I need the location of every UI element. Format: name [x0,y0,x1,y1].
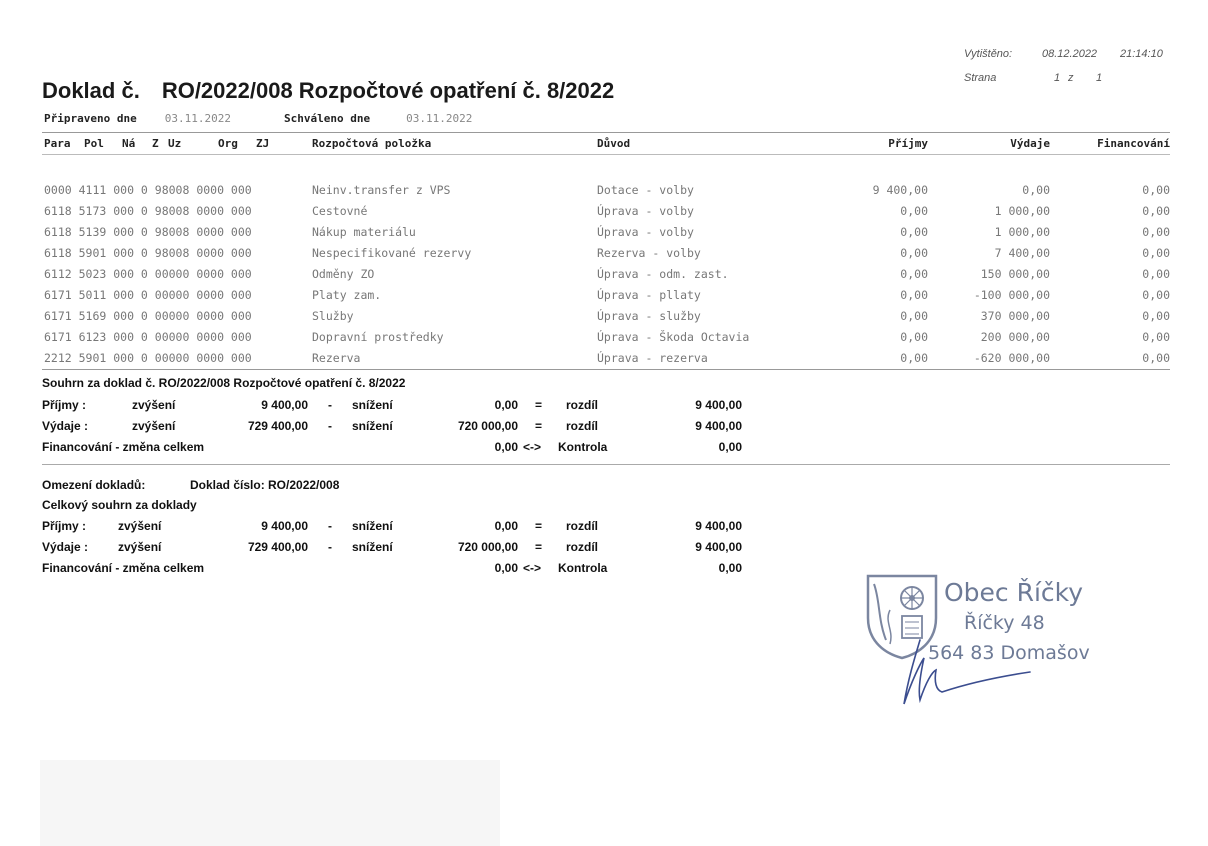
total-income-increase-label: zvýšení [118,519,162,533]
summary-income-label: Příjmy : [42,398,87,412]
row-income: 9 400,00 [872,183,928,197]
printed-date: 08.12.2022 [1042,48,1098,60]
row-reason: Úprava - rezerva [597,351,708,365]
summary-expense-decrease: 720 000,00 [457,419,518,433]
col-org: Org [218,137,238,150]
row-expense: 150 000,00 [980,267,1050,281]
summary-income-decrease: 0,00 [494,398,518,412]
summary-financing-label: Financování - změna celkem [42,440,205,454]
row-expense: 1 000,00 [994,225,1050,239]
summary-income-decrease-label: snížení [352,398,393,412]
total-expense-diff: 9 400,00 [695,540,742,554]
title-prefix: Doklad č. [42,78,140,103]
row-codes: 6112 5023 000 0 00000 0000 000 [44,267,252,281]
summary-income-diff: 9 400,00 [695,398,742,412]
total-income-label: Příjmy : [42,519,87,533]
total-income-decrease: 0,00 [494,519,518,533]
col-na: Ná [122,137,136,150]
row-financing: 0,00 [1142,330,1170,344]
printed-time: 21:14:10 [1120,48,1163,60]
header-rule-top [42,132,1170,133]
total-title: Celkový souhrn za doklady [42,498,197,512]
total-expense-decrease: 720 000,00 [457,540,518,554]
row-income: 0,00 [900,204,928,218]
printed-label: Vytištěno: [964,48,1013,60]
approved-date: 03.11.2022 [406,112,473,125]
scan-artifact [40,760,500,846]
total-expense-diff-label: rozdíl [566,540,598,554]
row-income: 0,00 [900,351,928,365]
row-expense: 7 400,00 [994,246,1050,260]
row-financing: 0,00 [1142,267,1170,281]
row-item: Odměny ZO [312,267,375,281]
page-total: 1 [1096,72,1103,84]
row-item: Nákup materiálu [312,225,416,239]
total-dash: - [328,519,332,533]
row-item: Dopravní prostředky [312,330,444,344]
col-expense: Výdaje [1010,137,1050,150]
title-text: RO/2022/008 Rozpočtové opatření č. 8/2022 [161,78,615,103]
row-financing: 0,00 [1142,204,1170,218]
total-eq: = [535,540,543,554]
total-dash: - [328,540,332,554]
row-expense: 370 000,00 [980,309,1050,323]
total-expense-label: Výdaje : [42,540,89,554]
total-expense-increase-label: zvýšení [118,540,162,554]
row-codes: 6118 5139 000 0 98008 0000 000 [44,225,252,239]
row-financing: 0,00 [1142,288,1170,302]
summary-dash: - [328,398,332,412]
row-reason: Úprava - odm. zast. [597,267,729,281]
row-codes: 6118 5173 000 0 98008 0000 000 [44,204,252,218]
stamp-name: Obec Říčky [944,578,1084,607]
row-expense: 1 000,00 [994,204,1050,218]
col-para: Para [44,137,71,150]
summary-expense-label: Výdaje : [42,419,89,433]
page-current: 1 [1054,72,1061,84]
summary-dash: - [328,419,332,433]
total-check-value: 0,00 [718,561,742,575]
col-pol: Pol [84,137,104,150]
stamp-address: Říčky 48 [964,612,1045,634]
prepared-date: 03.11.2022 [164,112,231,125]
row-reason: Úprava - volby [597,225,694,239]
row-codes: 6118 5901 000 0 98008 0000 000 [44,246,252,260]
summary-expense-diff-label: rozdíl [566,419,598,433]
col-reason: Důvod [597,137,631,150]
row-expense: 200 000,00 [980,330,1050,344]
summary-expense-diff: 9 400,00 [695,419,742,433]
approved-row [284,112,472,125]
col-item: Rozpočtová položka [312,137,432,150]
row-income: 0,00 [900,225,928,239]
page-of: z [1068,72,1074,84]
summary-arrow: <-> [523,440,542,454]
col-zj: ZJ [256,137,270,150]
col-financing: Financování [1097,137,1170,150]
total-check-label: Kontrola [558,561,608,575]
page-label: Strana [964,72,997,84]
row-codes: 6171 6123 000 0 00000 0000 000 [44,330,252,344]
row-income: 0,00 [900,267,928,281]
row-financing: 0,00 [1142,309,1170,323]
row-financing: 0,00 [1142,246,1170,260]
row-reason: Úprava - služby [597,309,701,323]
summary-income-diff-label: rozdíl [566,398,598,412]
prepared-label: Připraveno dne [44,112,137,125]
row-income: 0,00 [900,246,928,260]
row-financing: 0,00 [1142,183,1170,197]
row-reason: Dotace - volby [597,183,694,197]
row-income: 0,00 [900,330,928,344]
row-reason: Úprava - volby [597,204,694,218]
row-reason: Rezerva - volby [597,246,701,260]
row-expense: -100 000,00 [973,288,1050,302]
total-income-diff-label: rozdíl [566,519,598,533]
total-expense-decrease-label: snížení [352,540,393,554]
summary-expense-increase: 729 400,00 [247,419,308,433]
row-item: Cestovné [312,204,368,218]
col-z: Z [152,137,159,150]
row-codes: 6171 5169 000 0 00000 0000 000 [44,309,252,323]
row-item: Služby [312,309,354,323]
summary-income-increase-label: zvýšení [132,398,176,412]
total-expense-increase: 729 400,00 [247,540,308,554]
row-income: 0,00 [900,309,928,323]
summary-income-increase: 9 400,00 [261,398,308,412]
row-codes: 6171 5011 000 0 00000 0000 000 [44,288,252,302]
row-reason: Úprava - pllaty [597,288,701,302]
row-financing: 0,00 [1142,351,1170,365]
total-income-increase: 9 400,00 [261,519,308,533]
summary-eq: = [535,419,543,433]
col-uz: Uz [168,137,182,150]
row-codes: 0000 4111 000 0 98008 0000 000 [44,183,252,197]
row-financing: 0,00 [1142,225,1170,239]
total-income-diff: 9 400,00 [695,519,742,533]
summary-expense-increase-label: zvýšení [132,419,176,433]
restriction-label: Omezení dokladů: [42,478,146,492]
total-arrow: <-> [523,561,542,575]
signature-icon [890,630,1040,710]
summary-rule [42,464,1170,465]
row-codes: 2212 5901 000 0 00000 0000 000 [44,351,252,365]
summary-check-value: 0,00 [718,440,742,454]
stamp-city: 564 83 Domašov [928,642,1090,664]
page-title [42,78,614,104]
summary-title: Souhrn za doklad č. RO/2022/008 Rozpočtové opatření č. 8/2022 [42,376,406,390]
total-financing-value: 0,00 [494,561,518,575]
restriction-doc: Doklad číslo: RO/2022/008 [190,478,340,492]
prepared-row [44,112,231,125]
col-income: Příjmy [888,137,928,150]
summary-expense-decrease-label: snížení [352,419,393,433]
total-eq: = [535,519,543,533]
row-income: 0,00 [900,288,928,302]
row-item: Nespecifikované rezervy [312,246,472,260]
row-expense: 0,00 [1022,183,1050,197]
row-reason: Úprava - Škoda Octavia [597,330,750,344]
total-financing-label: Financování - změna celkem [42,561,205,575]
summary-financing-value: 0,00 [494,440,518,454]
row-expense: -620 000,00 [973,351,1050,365]
row-item: Platy zam. [312,288,382,302]
total-income-decrease-label: snížení [352,519,393,533]
summary-eq: = [535,398,543,412]
approved-label: Schváleno dne [284,112,371,125]
header-rule-bottom [42,154,1170,155]
row-item: Rezerva [312,351,361,365]
summary-check-label: Kontrola [558,440,608,454]
table-rule-bottom [42,369,1170,370]
row-item: Neinv.transfer z VPS [312,183,451,197]
